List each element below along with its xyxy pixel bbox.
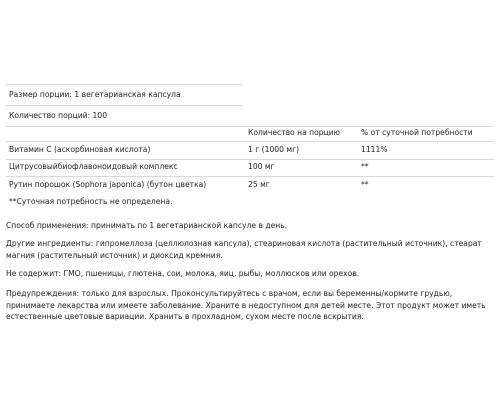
table-row-daily-value: 1111% [361,145,388,154]
column-header-daily-value: % от суточной потребности [361,128,473,137]
table-divider [6,141,494,142]
free-of-label: Не содержит: [6,269,62,278]
servings-count: Количество порций: 100 [9,111,108,120]
table-row-name: Витамин С (аскорбиновая кислота) [9,145,151,154]
table-footnote: **Суточная потребность не определена. [9,197,173,206]
warnings-text: только для взрослых. Проконсультируйтесь с врачом, если вы беременны/кормите грудью, принимаете лекарства или имеете заболевание. Храните в недоступном для детей месте. Этот продукт может иметь естественные цветовые вариации. Хранить в прохладном, сухом месте после вскрытия. [6,289,486,321]
table-divider [6,105,242,106]
table-divider [6,159,494,160]
warnings [6,288,492,323]
table-row-name: Рутин порошок (Sophora japonica) (бутон цветка) [9,180,207,189]
table-row-amount: 100 мг [248,162,275,171]
other-ingredients-label: Другие ингредиенты: [6,239,94,248]
serving-size: Размер порции: 1 вегетарианская капсула [9,90,181,99]
table-divider [6,176,494,177]
table-row-daily-value: ** [361,162,369,171]
usage-instructions [6,220,492,232]
usage-text: принимать по 1 вегетарианской капсуле в день. [88,221,288,230]
table-row-daily-value: ** [361,180,369,189]
table-row-amount: 1 г (1000 мг) [248,145,300,154]
table-row-amount: 25 мг [248,180,270,189]
other-ingredients-text: гипромеллоза (целлюлозная капсула), стеариновая кислота (растительный источник), стеарат магния (растительный источник) и диоксид кремния. [6,239,482,260]
usage-label: Способ применения: [6,221,89,230]
table-divider [6,126,494,127]
free-of-text: ГМО, пшеницы, глютена, сои, молока, яиц, рыбы, моллюсков или орехов. [61,269,360,278]
table-row-name: Цитрусовыйбиофлавоноидовый комплекс [9,162,178,171]
free-of [6,268,492,280]
other-ingredients [6,238,492,261]
table-divider [6,84,242,85]
column-header-amount: Количество на порцию [248,128,341,137]
warnings-label: Предупреждения: [6,289,80,298]
